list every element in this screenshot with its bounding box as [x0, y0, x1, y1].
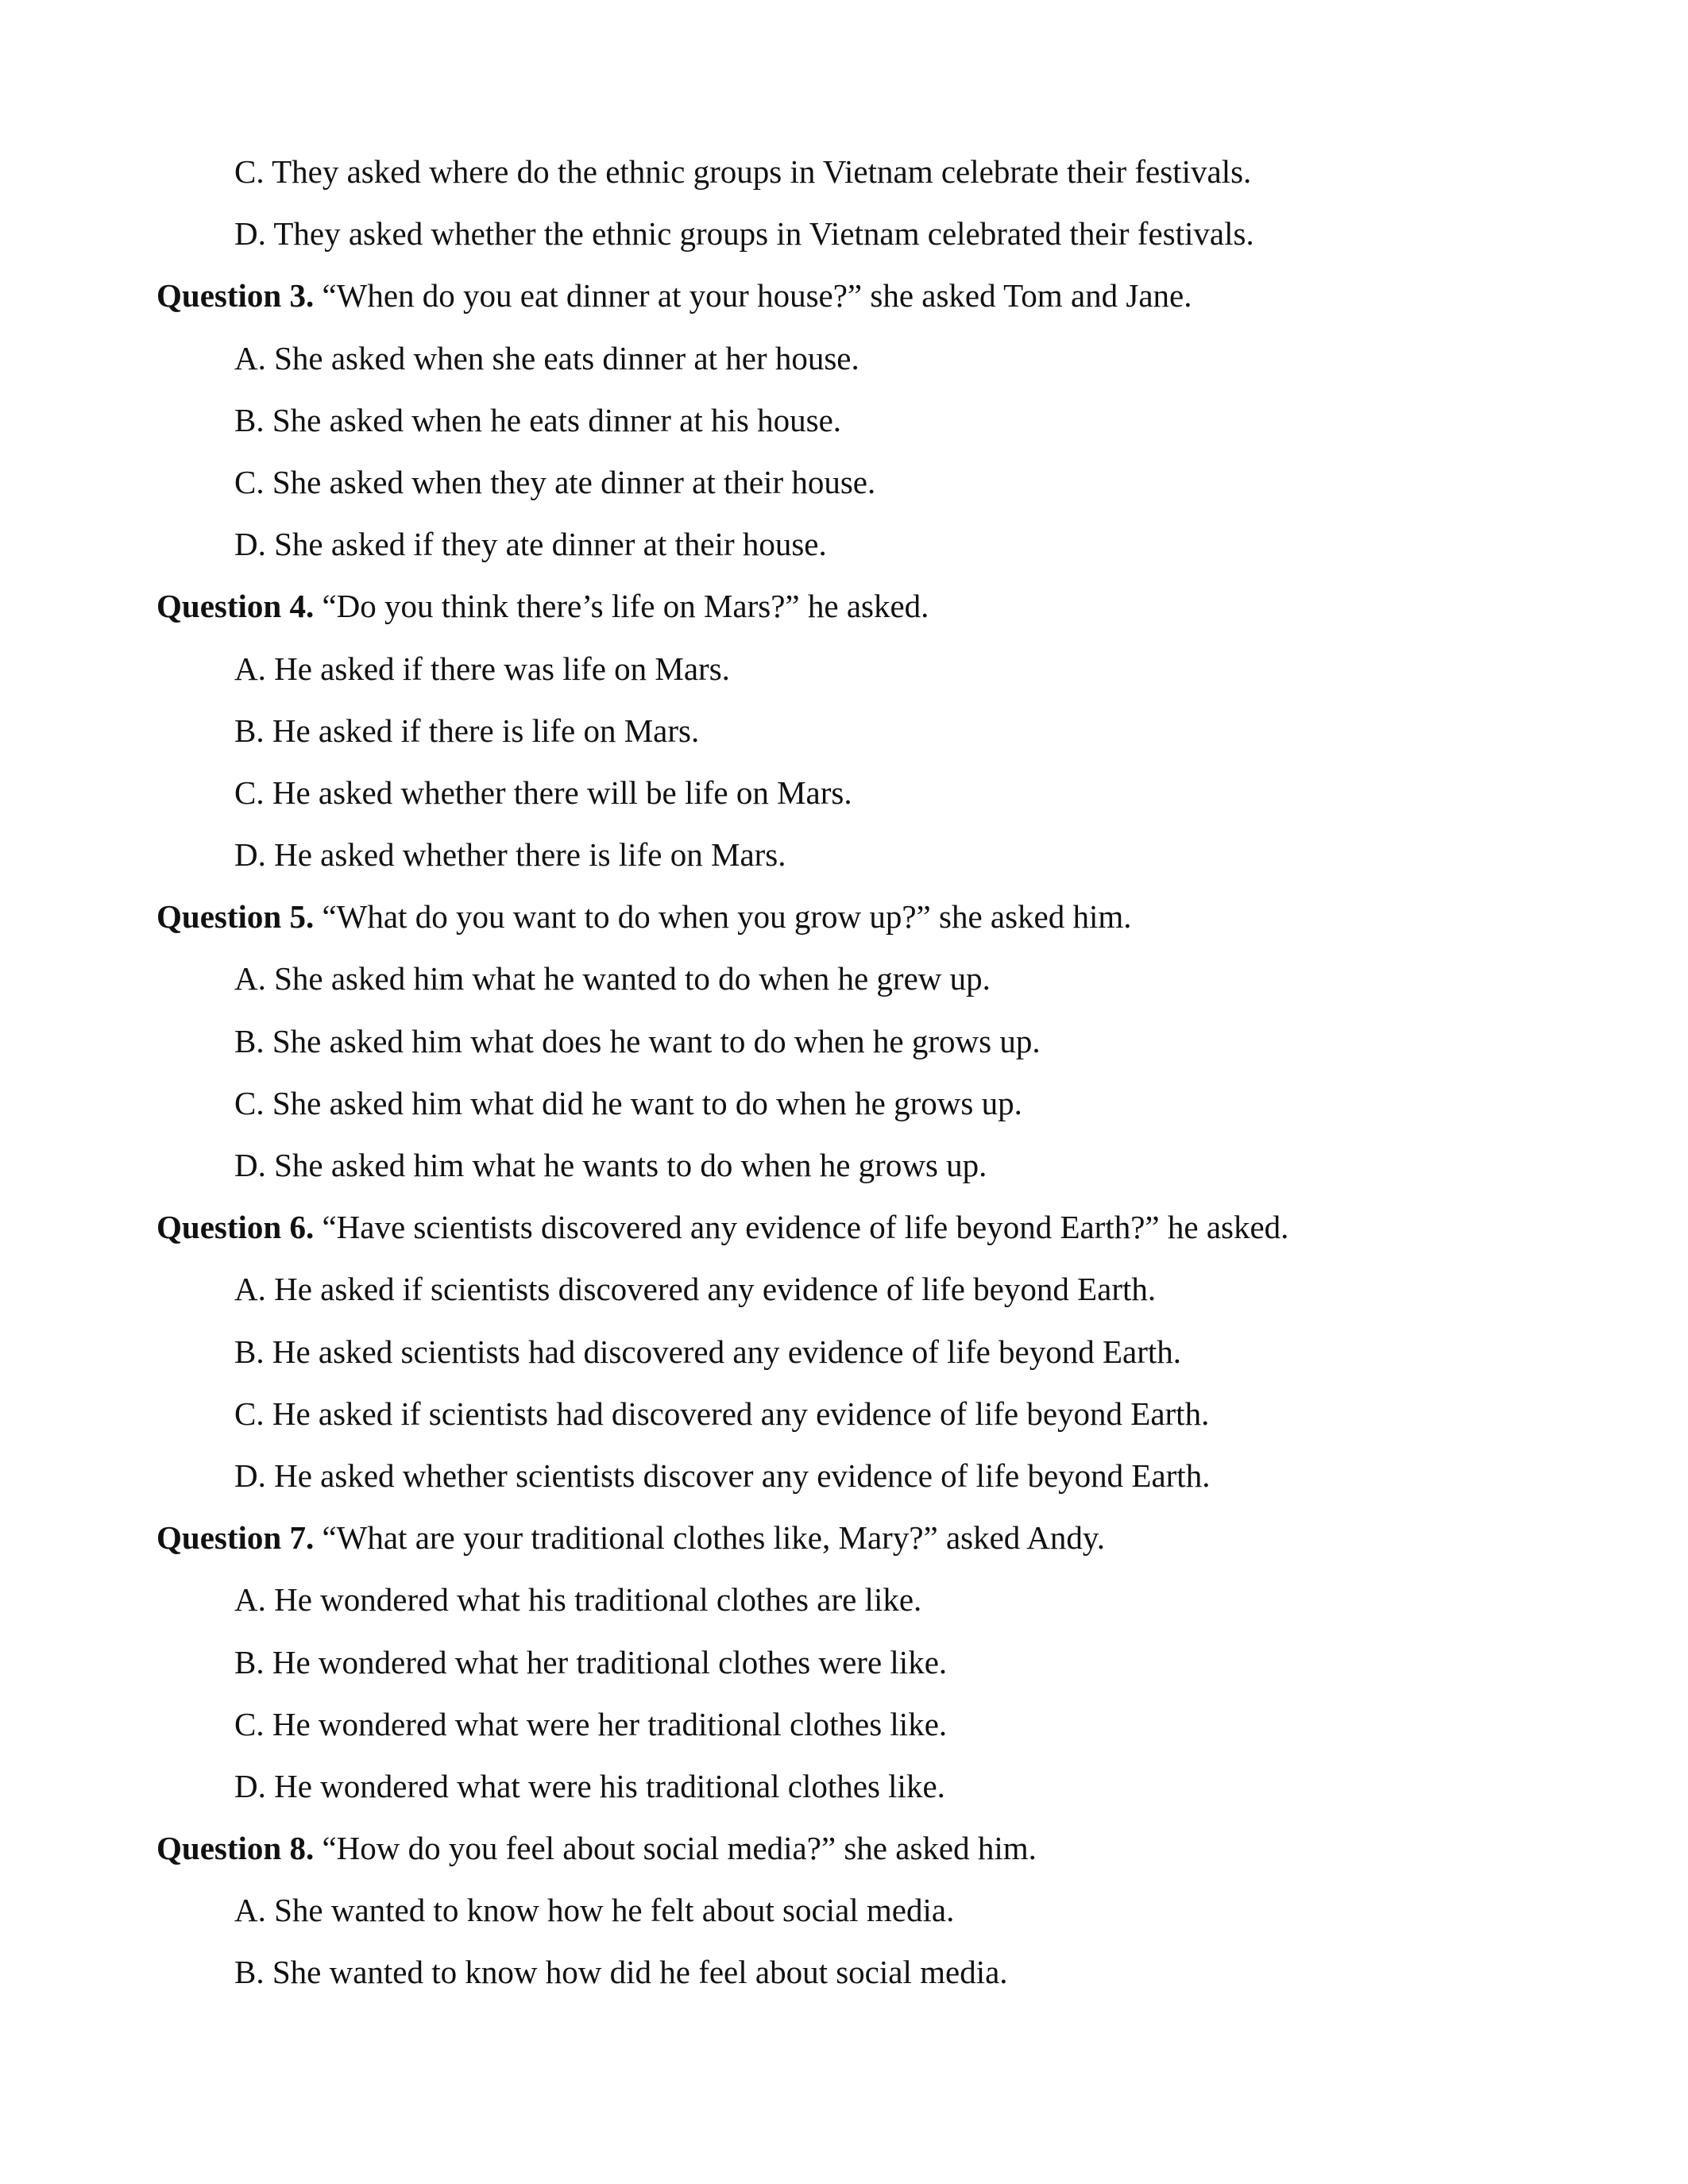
question-stem [156, 590, 1555, 623]
option-line: A. She wanted to know how he felt about social media. [234, 1892, 955, 1929]
option-line: C. They asked where do the ethnic groups in Vietnam celebrate their festivals. [234, 153, 1252, 190]
option-line: D. She asked if they ate dinner at their house. [234, 526, 827, 563]
option-line: D. He asked whether there is life on Mars. [234, 836, 786, 874]
option-line: D. She asked him what he wants to do when he grows up. [234, 1147, 987, 1183]
question-text: “Have scientists discovered any evidence of life beyond Earth?” he asked. [314, 1209, 1289, 1246]
question-label: Question 4. [156, 588, 315, 625]
document-body [156, 153, 1555, 2019]
option-line: A. He asked if scientists discovered any evidence of life beyond Earth. [234, 1271, 1157, 1308]
question-label: Question 5. [156, 898, 315, 936]
option-line: B. He asked if there is life on Mars. [234, 712, 700, 749]
question-label: Question 8. [156, 1830, 315, 1867]
question-text: “How do you feel about social media?” she asked him. [314, 1830, 1037, 1867]
option-line: A. She asked him what he wanted to do when he grew up. [234, 960, 991, 997]
option-line: B. She wanted to know how did he feel about social media. [234, 1954, 1008, 1991]
option-line: B. He wondered what her traditional clothes were like. [234, 1643, 948, 1680]
option-line: A. He asked if there was life on Mars. [234, 650, 730, 687]
option-line: D. He wondered what were his traditional clothes like. [234, 1767, 945, 1804]
option-line: B. She asked him what does he want to do when he grows up. [234, 1022, 1041, 1059]
question-label: Question 7. [156, 1519, 315, 1557]
option-line: C. He asked whether there will be life on Mars. [234, 774, 852, 811]
question-stem [156, 1832, 1555, 1865]
option-line: B. She asked when he eats dinner at his house. [234, 401, 842, 438]
option-line: B. He asked scientists had discovered any evidence of life beyond Earth. [234, 1333, 1182, 1370]
option-line: A. She asked when she eats dinner at her house. [234, 339, 859, 376]
question-text: “Do you think there’s life on Mars?” he asked. [314, 588, 929, 625]
option-line: D. He asked whether scientists discover any evidence of life beyond Earth. [234, 1457, 1211, 1494]
question-text: “What are your traditional clothes like, Mary?” asked Andy. [314, 1519, 1105, 1557]
option-line: C. She asked when they ate dinner at their house. [234, 463, 876, 500]
option-line: A. He wondered what his traditional clothes are like. [234, 1581, 922, 1619]
question-label: Question 6. [156, 1209, 315, 1246]
option-line: D. They asked whether the ethnic groups in Vietnam celebrated their festivals. [234, 215, 1254, 253]
question-stem [156, 1211, 1555, 1244]
question-label: Question 3. [156, 277, 315, 314]
option-line: C. He wondered what were her traditional clothes like. [234, 1705, 948, 1742]
option-line: C. He asked if scientists had discovered any evidence of life beyond Earth. [234, 1395, 1210, 1432]
question-stem [156, 277, 1555, 314]
question-text: “What do you want to do when you grow up?” she asked him. [314, 898, 1132, 936]
option-line: C. She asked him what did he want to do when he grows up. [234, 1084, 1022, 1121]
question-stem [156, 898, 1555, 936]
question-text: “When do you eat dinner at your house?” she asked Tom and Jane. [314, 277, 1192, 314]
question-stem [156, 1519, 1555, 1557]
